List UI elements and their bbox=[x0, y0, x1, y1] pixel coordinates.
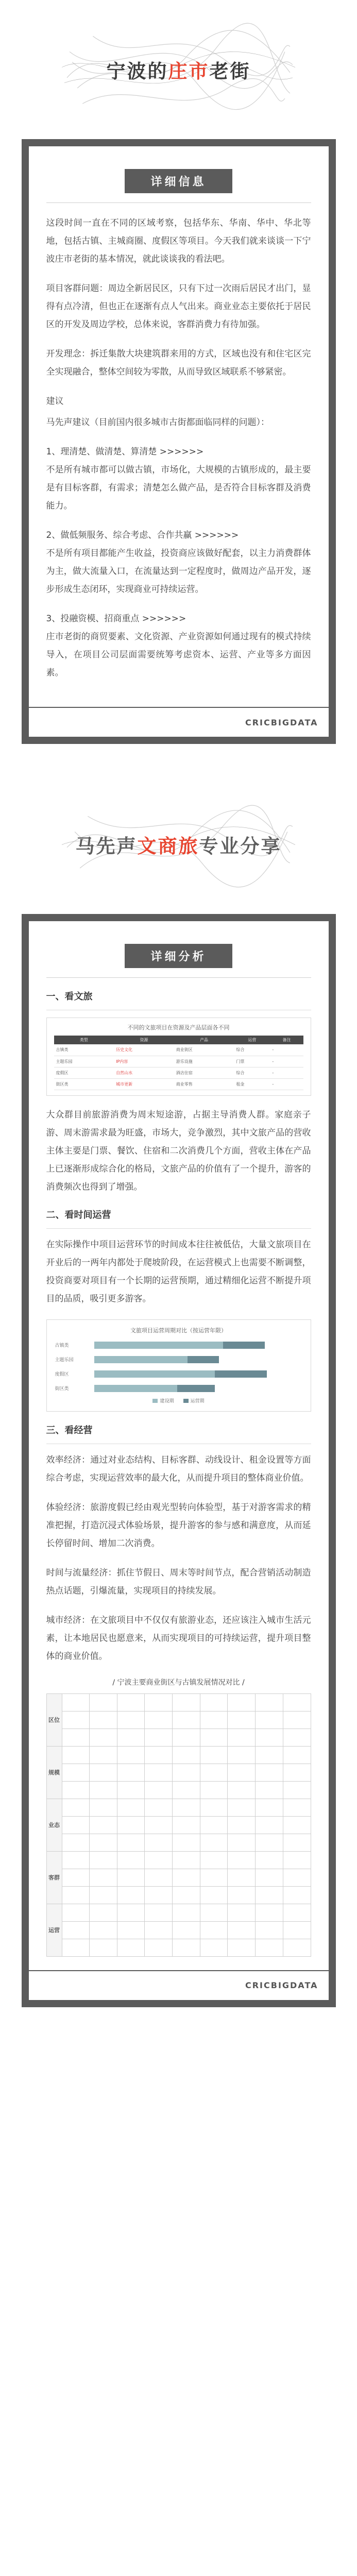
table-cell bbox=[62, 1869, 90, 1886]
table-cell bbox=[228, 1834, 256, 1851]
table-cell bbox=[228, 1746, 256, 1764]
table-cell bbox=[173, 1939, 200, 1956]
table-cell bbox=[90, 1869, 117, 1886]
table-cell bbox=[283, 1693, 311, 1711]
table-row bbox=[46, 1904, 311, 1921]
page-headline-2 bbox=[76, 831, 282, 858]
table-cell bbox=[117, 1728, 145, 1746]
table-cell bbox=[173, 1711, 200, 1728]
table-cell bbox=[256, 1904, 283, 1921]
table-cell bbox=[173, 1693, 200, 1711]
paragraph: 3、投融资模、招商重点 >>>>>> 庄市老街的商贸要素、文化资源、产业资源如何通过现有的模式持续导入，在项目公司层面需要统筹考虑资本、运营、产业等多方面因素。 bbox=[46, 614, 311, 678]
table-cell: - bbox=[270, 1044, 303, 1056]
table-cell bbox=[200, 1746, 228, 1764]
table-cell bbox=[283, 1799, 311, 1816]
table-cell bbox=[90, 1939, 117, 1956]
resource-table-figure bbox=[46, 1018, 311, 1096]
paragraph: 2、做低频服务、综合考虑、合作共赢 >>>>>> 不是所有项目都能产生收益，投资商应该做好配套，以主力消费群体为主，做大流量入口，在流量达到一定程度时，做周边产品开发，逐步形成生态闭环，实现商业可持续运营。 bbox=[46, 530, 311, 595]
table-cell bbox=[90, 1799, 117, 1816]
table-cell bbox=[90, 1711, 117, 1728]
paragraph: 项目客群问题：周边全新居民区，只有下过一次雨后居民才出门，显得有点冷清，但也正在逐渐有点人气出来。商业业态主要依托于居民区的开发及周边学校，总体来说，客群消费力有待加强。 bbox=[46, 283, 311, 330]
table-header-cell: 运营 bbox=[234, 1036, 270, 1044]
table-cell: - bbox=[270, 1056, 303, 1067]
bullet-paragraph: 体验经济：旅游度假已经由观光型转向体验型，基于对游客需求的精准把握，打造沉浸式体验场景，提升游客的参与感和满意度，从而延长停留时间、增加二次消费。 bbox=[46, 1502, 311, 1549]
table-cell bbox=[228, 1816, 256, 1834]
section-heading: 二、看时间运营 bbox=[46, 1209, 111, 1221]
figure-title: 不同的文旅项目在资源及产品层面各不同 bbox=[127, 1024, 230, 1031]
analysis-card bbox=[22, 914, 336, 2007]
table-cell: 度假区 bbox=[54, 1067, 114, 1078]
table-cell: - bbox=[270, 1078, 303, 1090]
table-cell bbox=[117, 1834, 145, 1851]
table-cell: 游乐设施 bbox=[174, 1056, 234, 1067]
table-cell bbox=[173, 1781, 200, 1799]
group-header-cell: 规模 bbox=[46, 1746, 62, 1799]
table-cell bbox=[117, 1851, 145, 1869]
table-row bbox=[54, 1044, 303, 1056]
table-row bbox=[46, 1851, 311, 1869]
table-cell bbox=[145, 1728, 173, 1746]
divider bbox=[46, 202, 311, 203]
table-cell bbox=[173, 1886, 200, 1904]
table-cell bbox=[62, 1693, 90, 1711]
table-cell bbox=[256, 1869, 283, 1886]
table-row bbox=[54, 1078, 303, 1090]
table-cell bbox=[283, 1711, 311, 1728]
figure-legend bbox=[55, 1397, 302, 1404]
table-cell: - bbox=[270, 1067, 303, 1078]
bar-segment-b bbox=[177, 1385, 215, 1392]
table-cell bbox=[90, 1834, 117, 1851]
table-cell bbox=[145, 1781, 173, 1799]
table-cell bbox=[173, 1746, 200, 1764]
legend-item: 运营期 bbox=[183, 1397, 205, 1404]
group-header-cell: 客群 bbox=[46, 1851, 62, 1904]
headline-prefix: 马先声 bbox=[75, 835, 138, 857]
table-cell bbox=[173, 1764, 200, 1781]
brand-text: CRICBIGDATA bbox=[245, 717, 318, 727]
table-cell bbox=[200, 1869, 228, 1886]
paragraph: 大众群目前旅游消费为周末短途游，占据主导消费人群。家庭亲子游、周末游需求最为旺盛，市场大，竞争激烈，其中文旅产品的营收主体主要是门票、餐饮、住宿和二次消费几个方面，营收主体在产品上已逐渐形成综合化的格局，文旅产品的价值有了一个提升，游客的消费频次也得到了增强。 bbox=[46, 1109, 311, 1192]
table-row bbox=[46, 1693, 311, 1711]
bar-row bbox=[55, 1340, 302, 1351]
bar-segment-a bbox=[94, 1370, 215, 1378]
page-headline-1 bbox=[107, 56, 251, 83]
bar-row bbox=[55, 1354, 302, 1365]
paragraph: 1、理清楚、做清楚、算清楚 >>>>>> 不是所有城市都可以做古镇，市场化，大规模的古镇形成的，最主要是有目标客群，有需求；清楚怎么做产品，是否符合目标客群及消费能力。 bbox=[46, 447, 311, 511]
table-cell: 综合 bbox=[234, 1067, 270, 1078]
table-cell bbox=[283, 1781, 311, 1799]
table-cell bbox=[145, 1693, 173, 1711]
table-cell bbox=[283, 1904, 311, 1921]
table-cell bbox=[283, 1921, 311, 1939]
bullet-paragraph: 效率经济：通过对业态结构、目标客群、动线设计、租金设置等方面综合考虑，实现运营效率的最大化，从而提升项目的整体商业价值。 bbox=[46, 1454, 311, 1483]
table-cell bbox=[62, 1746, 90, 1764]
table-row bbox=[46, 1886, 311, 1904]
table-cell bbox=[200, 1886, 228, 1904]
table-row bbox=[46, 1728, 311, 1746]
bar-label: 度假区 bbox=[55, 1372, 69, 1377]
table-cell bbox=[117, 1764, 145, 1781]
table-header-cell: 类型 bbox=[54, 1036, 114, 1044]
table-row bbox=[46, 1799, 311, 1816]
table-cell bbox=[117, 1746, 145, 1764]
table-cell bbox=[256, 1816, 283, 1834]
bar-segment-a bbox=[94, 1342, 223, 1349]
table-cell bbox=[145, 1869, 173, 1886]
table-cell bbox=[62, 1886, 90, 1904]
table-cell bbox=[145, 1904, 173, 1921]
paragraph: 在实际操作中项目运营环节的时间成本往往被低估，大量文旅项目在开业后的一两年内都处于爬坡阶段，在运营模式上也需要不断调整，投资商要对项目有一个长期的运营预期，通过精细化运营不断提升项目的品质，吸引更多游客。 bbox=[46, 1239, 311, 1304]
bar-segment-b bbox=[215, 1370, 267, 1378]
table-cell bbox=[62, 1904, 90, 1921]
table-cell bbox=[62, 1816, 90, 1834]
paragraph: 开发理念：拆迁集散大块建筑群来用的方式，区域也没有和住宅区完全实现融合，整体空间较为零散，从而导致区域联系不够紧密。 bbox=[46, 349, 311, 377]
section-heading: 三、看经营 bbox=[46, 1425, 93, 1436]
table-cell bbox=[200, 1711, 228, 1728]
paragraph: 马先声建议（目前国内很多城市古街都面临同样的问题）： bbox=[46, 417, 269, 428]
table-cell bbox=[228, 1921, 256, 1939]
table-cell bbox=[173, 1816, 200, 1834]
table-cell bbox=[256, 1781, 283, 1799]
table-row bbox=[46, 1921, 311, 1939]
table-cell bbox=[90, 1816, 117, 1834]
table-cell bbox=[173, 1799, 200, 1816]
table-cell bbox=[145, 1816, 173, 1834]
table-cell bbox=[283, 1851, 311, 1869]
table-cell: 古镇类 bbox=[54, 1044, 114, 1056]
table-cell: 主题乐园 bbox=[54, 1056, 114, 1067]
table-cell bbox=[145, 1921, 173, 1939]
bar-segment-b bbox=[223, 1342, 265, 1349]
table-cell bbox=[173, 1851, 200, 1869]
table-row bbox=[46, 1869, 311, 1886]
table-header-cell: 备注 bbox=[270, 1036, 303, 1044]
table-cell: 综合 bbox=[234, 1044, 270, 1056]
bar-segment-a bbox=[94, 1385, 178, 1392]
table-row bbox=[46, 1764, 311, 1781]
table-cell bbox=[200, 1799, 228, 1816]
table-cell bbox=[228, 1851, 256, 1869]
table-cell bbox=[173, 1834, 200, 1851]
table-row bbox=[46, 1746, 311, 1764]
figure-title: 文旅项目运营周期对比（按运营年限） bbox=[130, 1327, 227, 1334]
table-cell bbox=[62, 1939, 90, 1956]
table-cell bbox=[62, 1921, 90, 1939]
table-cell bbox=[145, 1764, 173, 1781]
table-cell bbox=[62, 1728, 90, 1746]
table-cell bbox=[145, 1799, 173, 1816]
table-cell bbox=[256, 1711, 283, 1728]
table-cell bbox=[283, 1834, 311, 1851]
bar-segment-a bbox=[94, 1356, 188, 1363]
table-cell bbox=[256, 1921, 283, 1939]
suggestion-heading: 建议 bbox=[46, 396, 64, 406]
table-row bbox=[54, 1067, 303, 1078]
table-cell bbox=[117, 1799, 145, 1816]
legend-item: 建设期 bbox=[152, 1397, 174, 1404]
comparison-table bbox=[46, 1693, 311, 1957]
table-cell bbox=[90, 1921, 117, 1939]
table-cell bbox=[283, 1886, 311, 1904]
table-cell bbox=[173, 1904, 200, 1921]
headline-suffix: 老街 bbox=[209, 60, 251, 82]
table-cell bbox=[62, 1764, 90, 1781]
table-cell bbox=[117, 1939, 145, 1956]
card-footer-brand bbox=[29, 1970, 329, 2000]
table-row bbox=[54, 1056, 303, 1067]
table-cell bbox=[256, 1939, 283, 1956]
table-cell bbox=[256, 1728, 283, 1746]
table-row bbox=[46, 1834, 311, 1851]
bar-row bbox=[55, 1368, 302, 1380]
table-cell: 商业零售 bbox=[174, 1078, 234, 1090]
bar-label: 街区类 bbox=[55, 1386, 69, 1392]
table-cell bbox=[145, 1939, 173, 1956]
table-cell bbox=[228, 1711, 256, 1728]
divider bbox=[46, 977, 311, 978]
group-header-cell: 区位 bbox=[46, 1693, 62, 1746]
table-cell bbox=[228, 1939, 256, 1956]
table-cell bbox=[90, 1728, 117, 1746]
table-cell bbox=[228, 1693, 256, 1711]
card-footer-brand bbox=[29, 707, 329, 737]
table-cell bbox=[117, 1781, 145, 1799]
table-cell bbox=[200, 1904, 228, 1921]
table-cell: 自然山水 bbox=[114, 1067, 174, 1078]
table-cell bbox=[200, 1693, 228, 1711]
analysis-tab-label: 详细分析 bbox=[125, 944, 232, 968]
bar-segment-b bbox=[188, 1356, 219, 1363]
headline-accent: 庄市 bbox=[168, 60, 210, 82]
bar-label: 主题乐园 bbox=[55, 1358, 74, 1363]
table-cell bbox=[228, 1764, 256, 1781]
table-cell bbox=[117, 1869, 145, 1886]
table-cell bbox=[228, 1781, 256, 1799]
operation-cycle-figure bbox=[46, 1319, 311, 1412]
table-cell bbox=[117, 1904, 145, 1921]
headline-accent: 文商旅 bbox=[137, 835, 199, 857]
table-cell bbox=[283, 1869, 311, 1886]
table-cell bbox=[228, 1799, 256, 1816]
table-cell bbox=[90, 1904, 117, 1921]
table-cell bbox=[62, 1799, 90, 1816]
table-cell bbox=[200, 1764, 228, 1781]
table-row bbox=[46, 1711, 311, 1728]
table-cell bbox=[145, 1851, 173, 1869]
table-cell bbox=[117, 1816, 145, 1834]
table-cell bbox=[90, 1851, 117, 1869]
resource-table bbox=[54, 1036, 303, 1090]
table-cell bbox=[228, 1728, 256, 1746]
bar-row bbox=[55, 1383, 302, 1394]
table-cell bbox=[145, 1834, 173, 1851]
table-cell: 街区类 bbox=[54, 1078, 114, 1090]
table-cell bbox=[200, 1939, 228, 1956]
table-cell bbox=[200, 1921, 228, 1939]
table-cell bbox=[173, 1921, 200, 1939]
brand-text: CRICBIGDATA bbox=[245, 1980, 318, 1990]
table-cell bbox=[145, 1711, 173, 1728]
headline-prefix: 宁波的 bbox=[106, 60, 168, 82]
table-cell bbox=[283, 1816, 311, 1834]
table-cell bbox=[117, 1886, 145, 1904]
table-cell bbox=[256, 1851, 283, 1869]
title-banner-1 bbox=[0, 0, 357, 139]
comparison-table-title: / 宁波主要商业街区与古镇发展情况对比 / bbox=[112, 1678, 245, 1687]
table-header-cell: 资源 bbox=[114, 1036, 174, 1044]
table-cell: 历史文化 bbox=[114, 1044, 174, 1056]
table-cell bbox=[200, 1851, 228, 1869]
table-cell bbox=[283, 1728, 311, 1746]
bullet-paragraph: 时间与流量经济：抓住节假日、周末等时间节点，配合营销活动制造热点话题，引爆流量，实现项目的持续发展。 bbox=[46, 1567, 311, 1596]
details-card bbox=[22, 139, 336, 744]
table-cell bbox=[256, 1764, 283, 1781]
group-header-cell: 运营 bbox=[46, 1904, 62, 1956]
table-cell: 门票 bbox=[234, 1056, 270, 1067]
title-banner-2 bbox=[0, 775, 357, 914]
table-header-cell: 产品 bbox=[174, 1036, 234, 1044]
table-cell bbox=[90, 1746, 117, 1764]
table-cell bbox=[90, 1764, 117, 1781]
bullet-paragraph: 城市经济：在文旅项目中不仅仅有旅游业态，还应该注入城市生活元素，让本地居民也愿意来，从而实现项目的可持续运营，提升项目整体的商业价值。 bbox=[46, 1615, 311, 1662]
table-cell: IP内容 bbox=[114, 1056, 174, 1067]
table-cell bbox=[256, 1799, 283, 1816]
table-row bbox=[46, 1781, 311, 1799]
table-cell bbox=[145, 1746, 173, 1764]
table-cell bbox=[283, 1746, 311, 1764]
table-cell bbox=[90, 1781, 117, 1799]
bar-label: 古镇类 bbox=[55, 1343, 69, 1348]
table-cell bbox=[283, 1939, 311, 1956]
table-cell bbox=[256, 1886, 283, 1904]
table-cell: 租金 bbox=[234, 1078, 270, 1090]
table-cell bbox=[62, 1711, 90, 1728]
table-cell bbox=[256, 1693, 283, 1711]
table-cell bbox=[62, 1781, 90, 1799]
group-header-cell: 业态 bbox=[46, 1799, 62, 1851]
table-cell bbox=[228, 1869, 256, 1886]
table-cell bbox=[200, 1728, 228, 1746]
table-cell bbox=[90, 1693, 117, 1711]
paragraph: 这段时间一直在不同的区域考察，包括华东、华南、华中、华北等地，包括古镇、主城商圈、度假区等项目。今天我们就来谈谈一下宁波庄市老街的基本情况，就此谈谈我的看法吧。 bbox=[46, 218, 311, 264]
table-cell bbox=[173, 1728, 200, 1746]
table-row bbox=[46, 1939, 311, 1956]
section-heading: 一、看文旅 bbox=[46, 991, 93, 1002]
table-cell bbox=[117, 1693, 145, 1711]
details-tab-label: 详细信息 bbox=[125, 169, 232, 193]
table-cell bbox=[256, 1746, 283, 1764]
table-cell: 商业街区 bbox=[174, 1044, 234, 1056]
table-cell bbox=[62, 1834, 90, 1851]
table-cell: 酒店住宿 bbox=[174, 1067, 234, 1078]
table-cell: 城市更新 bbox=[114, 1078, 174, 1090]
headline-suffix: 专业分享 bbox=[199, 835, 282, 857]
table-cell bbox=[283, 1764, 311, 1781]
table-cell bbox=[173, 1869, 200, 1886]
table-cell bbox=[117, 1921, 145, 1939]
table-cell bbox=[228, 1904, 256, 1921]
table-cell bbox=[256, 1834, 283, 1851]
table-cell bbox=[228, 1886, 256, 1904]
table-row bbox=[46, 1816, 311, 1834]
table-cell bbox=[117, 1711, 145, 1728]
table-cell bbox=[200, 1834, 228, 1851]
table-cell bbox=[62, 1851, 90, 1869]
table-cell bbox=[145, 1886, 173, 1904]
table-cell bbox=[90, 1886, 117, 1904]
table-cell bbox=[200, 1781, 228, 1799]
table-cell bbox=[200, 1816, 228, 1834]
